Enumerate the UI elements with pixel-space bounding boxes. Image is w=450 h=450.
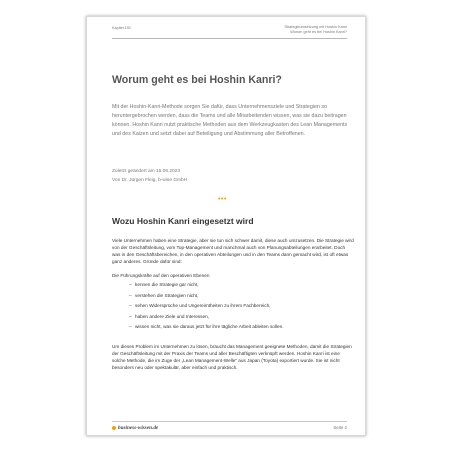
- page-number: Seite 2: [333, 425, 347, 430]
- header-subtopic: Worum geht es bei Hoshin Kanri?: [290, 30, 347, 34]
- page-header: [112, 24, 347, 39]
- header-topic: Strategieumsetzung mit Hoshin Kanri: [284, 25, 347, 29]
- site-logo[interactable]: [112, 425, 158, 431]
- intro-paragraph: Mit der Hoshin-Kanri-Methode sorgen Sie dafür, dass Unternehmensziele und Strategien so heruntergebrochen werden, dass die Teams und alle Mitarbeitenden wissen, was sie dazu beitragen können. Hoshin Kanri nutzt praktische Methoden aus dem Werkzeugkasten des Lean Managements und des Kaizen und setzt dabei auf Beteiligung und Abstimmung aller Betroffenen.: [112, 104, 348, 137]
- bullet-dash: –: [129, 313, 132, 319]
- document-page: [86, 16, 366, 436]
- list-item: – kennen die Strategie gar nicht,: [129, 280, 284, 291]
- chapter-label: Kapitel 191: [112, 26, 131, 30]
- page-title: Worum geht es bei Hoshin Kanri?: [112, 74, 282, 86]
- bullet-dash: –: [129, 282, 132, 287]
- header-right: [284, 25, 347, 35]
- author-line: Von Dr. Jürgen Fleig, b-wise GmbH: [112, 178, 188, 183]
- reasons-list: [129, 280, 284, 333]
- body-paragraph-3: Um dieses Problem im Unternehmen zu lösen, braucht das Management geeignete Methoden, damit die Strategien der Geschäftsleitung mit der Praxis der Teams und aller Beschäftigten verknüpft werden. Hoshin Kanri ist eine solche Methode, die im Zuge der „Lean Management-Welle“ aus Japan (Toyota) exportiert wurde. Sie ist nicht besonders neu oder spektakulär, aber einfach und praktisch.: [112, 344, 352, 370]
- logo-dot-icon: [112, 426, 116, 430]
- section-heading: Wozu Hoshin Kanri eingesetzt wird: [112, 216, 254, 226]
- updated-date: Zuletzt geändert am 15.06.2023: [112, 169, 181, 174]
- page-footer: [112, 421, 347, 434]
- section-divider-dots: •••: [218, 196, 227, 203]
- bullet-dash: –: [129, 292, 132, 298]
- list-item: – haben andere Ziele und Interessen,: [129, 312, 284, 323]
- bullet-dash: –: [129, 303, 132, 308]
- bullet-dash: –: [129, 324, 132, 329]
- body-paragraph-1: Viele Unternehmen haben eine Strategie, aber sie tun sich schwer damit, diese auch umzusetzen. Die Strategie wird von der Geschäftsleitung, vom Top-Management und manchmal auch von Planungsabteilungen erarbeitet. Doch was in den Geschäftsbereichen, in den operativen Abteilungen und in den Teams dann gemacht wird, ist oft etwas ganz anderes. Gründe dafür sind:: [112, 238, 354, 264]
- article-meta: [112, 167, 187, 185]
- logo-text: business-wissen.de: [118, 425, 159, 431]
- list-item: – sehen Widersprüche und Ungereimtheiten zu ihrem Fachbereich,: [129, 301, 284, 312]
- body-paragraph-2: Die Führungskräfte auf den operativen Ebenen: [112, 273, 210, 278]
- list-item: – wissen nicht, was sie daraus jetzt für ihre tägliche Arbeit ableiten sollen.: [129, 322, 284, 333]
- list-item: – verstehen die Strategien nicht,: [129, 291, 284, 302]
